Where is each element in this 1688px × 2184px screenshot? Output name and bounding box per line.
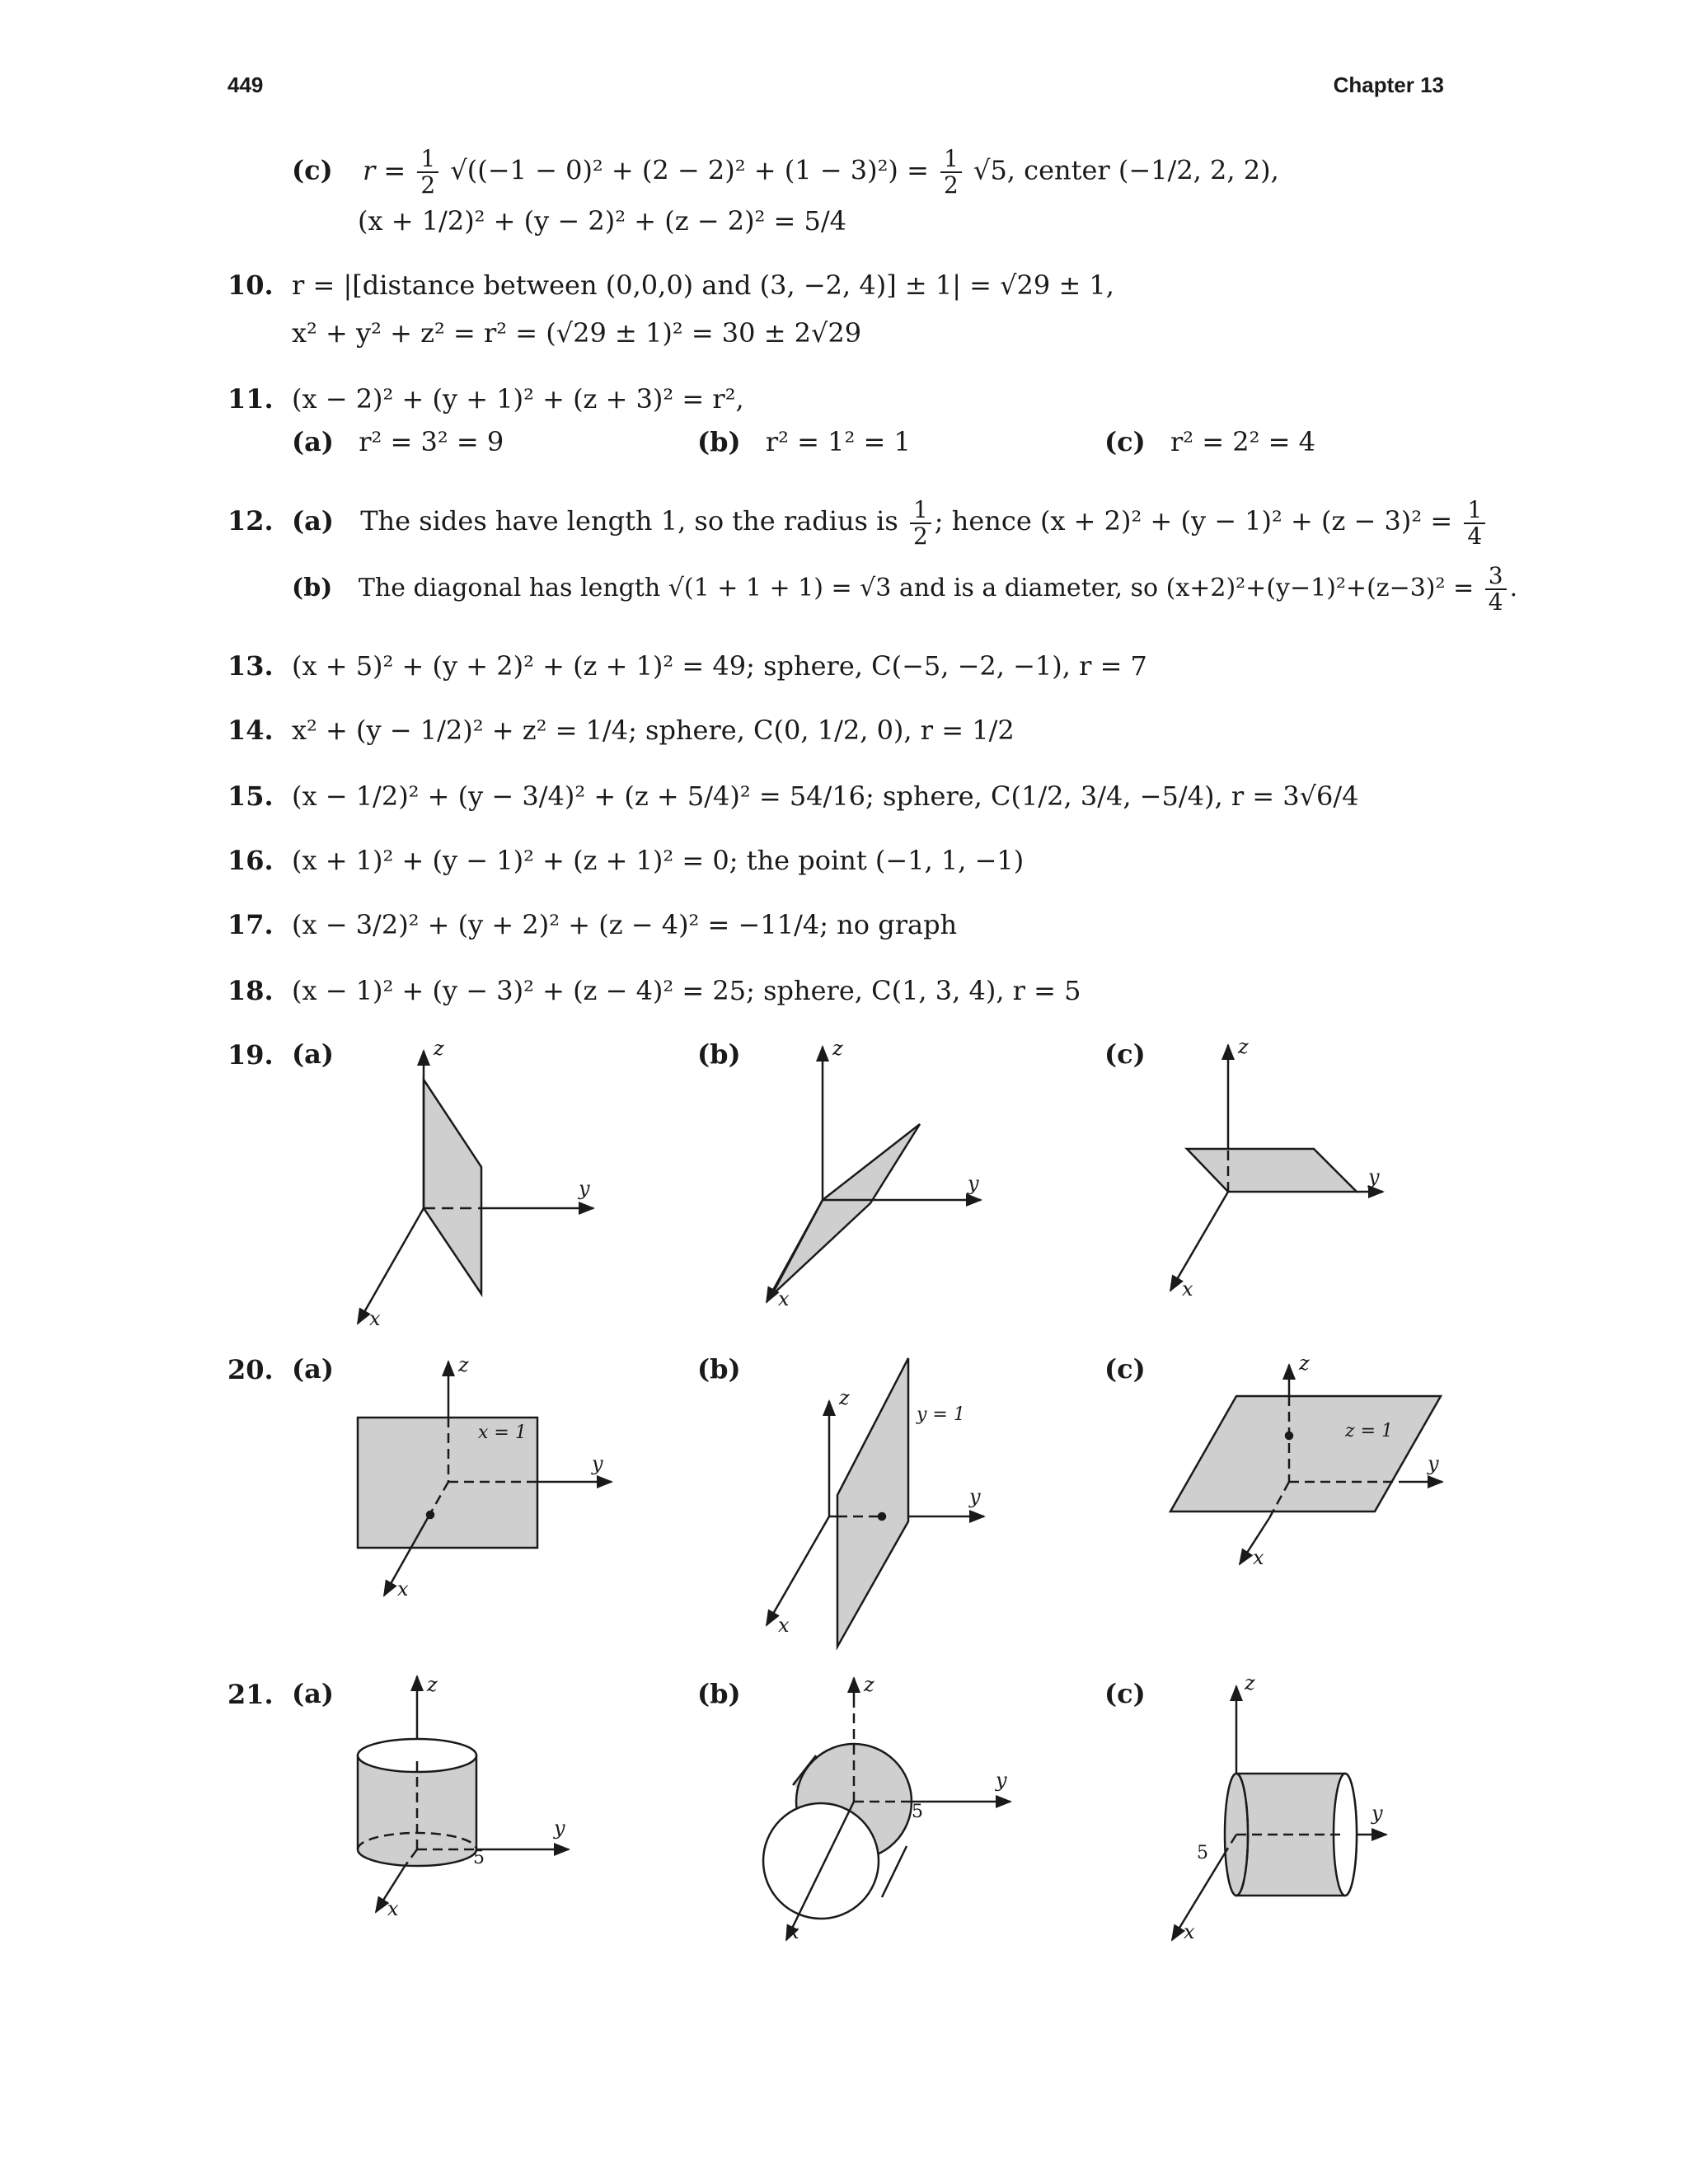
axis-label-x: x bbox=[778, 1614, 790, 1637]
part-label: (c) bbox=[1104, 1678, 1146, 1709]
plane-equation: y = 1 bbox=[917, 1404, 965, 1425]
problem-number: 19. bbox=[227, 1039, 274, 1071]
plane-equation: z = 1 bbox=[1345, 1421, 1394, 1441]
axis-label-z: z bbox=[1238, 1035, 1249, 1058]
part-label: (a) bbox=[292, 1038, 335, 1070]
problem-10-line1: r = |[distance between (0,0,0) and (3, −2, 4)] ± 1| = √29 ± 1, bbox=[292, 269, 1114, 301]
axis-label-z: z bbox=[832, 1037, 843, 1060]
figure-20a bbox=[358, 1361, 612, 1596]
axis-label-z: z bbox=[1299, 1352, 1310, 1375]
figure-20c bbox=[1170, 1365, 1442, 1564]
problem-14: x² + (y − 1/2)² + z² = 1/4; sphere, C(0, 1/2, 0), r = 1/2 bbox=[292, 715, 1015, 746]
figure-19a bbox=[358, 1051, 593, 1324]
problem-number: 10. bbox=[227, 269, 274, 301]
axis-label-y: y bbox=[1428, 1452, 1439, 1475]
part-label: (c) bbox=[1104, 1038, 1146, 1070]
problem-16: (x + 1)² + (y − 1)² + (z + 1)² = 0; the point (−1, 1, −1) bbox=[292, 845, 1025, 876]
problem-number: 16. bbox=[227, 845, 274, 876]
axis-label-y: y bbox=[1372, 1802, 1383, 1825]
problem-11b: (b) r² = 1² = 1 bbox=[697, 426, 911, 457]
chapter-title: Chapter 13 bbox=[1333, 73, 1444, 97]
figure-20b bbox=[767, 1358, 984, 1647]
problem-11a: (a) r² = 3² = 9 bbox=[292, 426, 504, 457]
axis-label-z: z bbox=[1245, 1671, 1255, 1694]
fraction: $\frac{1}{2}$ bbox=[940, 147, 962, 198]
problem-number: 13. bbox=[227, 650, 274, 682]
part-label: (b) bbox=[697, 1353, 741, 1385]
axis-label-z: z bbox=[864, 1673, 874, 1696]
problem-18: (x − 1)² + (y − 3)² + (z − 4)² = 25; sphere, C(1, 3, 4), r = 5 bbox=[292, 975, 1081, 1006]
problem-number: 11. bbox=[227, 383, 274, 415]
x-axis bbox=[1170, 1192, 1228, 1291]
axis-label-x: x bbox=[387, 1897, 399, 1920]
problem-number: 18. bbox=[227, 975, 274, 1006]
x-axis bbox=[1172, 1856, 1223, 1940]
problem-number: 17. bbox=[227, 909, 274, 940]
axis-label-x: x bbox=[369, 1307, 381, 1330]
axis-label-y: y bbox=[592, 1452, 603, 1475]
problem-12b: (b) The diagonal has length √(1 + 1 + 1) = √3 and is a diameter, so (x+2)²+(y−1)²+(z−3)² = $\frac{3}{4}$ . bbox=[292, 562, 1518, 616]
axis-label-z: z bbox=[427, 1673, 438, 1696]
figure-21b bbox=[763, 1678, 1010, 1940]
axis-label-z: z bbox=[458, 1353, 469, 1376]
part-label: (b) bbox=[697, 1678, 741, 1709]
problem-9c-line1: (c) r = $\frac{1}{2}$ √((−1 − 0)² + (2 − 2)² + (1 − 3)²) = $\frac{1}{2}$ √5, center (−1/2, 2, 2), bbox=[292, 145, 1279, 199]
figure-21a bbox=[358, 1676, 569, 1912]
figure-21c bbox=[1172, 1686, 1386, 1940]
problem-10-line2: x² + y² + z² = r² = (√29 ± 1)² = 30 ± 2√29 bbox=[292, 317, 862, 349]
problem-number: 20. bbox=[227, 1354, 274, 1385]
axis-label-z: z bbox=[839, 1386, 850, 1409]
figure-19c bbox=[1170, 1045, 1383, 1291]
plane-equation: x = 1 bbox=[478, 1422, 527, 1443]
point-dot bbox=[879, 1513, 885, 1520]
problem-number: 12. bbox=[227, 505, 274, 537]
axis-label-x: x bbox=[1182, 1277, 1193, 1301]
axis-label-y: y bbox=[554, 1816, 565, 1840]
part-label: (b) bbox=[697, 1038, 741, 1070]
axis-label-y: y bbox=[968, 1172, 979, 1195]
plane-shape bbox=[424, 1080, 481, 1294]
figure-19b bbox=[767, 1047, 981, 1302]
radius-label: 5 bbox=[473, 1848, 485, 1868]
axis-label-x: x bbox=[1253, 1546, 1264, 1569]
problem-number: 14. bbox=[227, 715, 274, 746]
problem-number: 21. bbox=[227, 1679, 274, 1710]
problem-17: (x − 3/2)² + (y + 2)² + (z − 4)² = −11/4; no graph bbox=[292, 909, 958, 940]
part-label: (c) bbox=[1104, 1353, 1146, 1385]
page-number: 449 bbox=[227, 73, 264, 97]
front-circle bbox=[763, 1803, 879, 1919]
problem-11c: (c) r² = 2² = 4 bbox=[1104, 426, 1315, 457]
axis-label-x: x bbox=[1184, 1920, 1195, 1943]
axis-label-y: y bbox=[969, 1485, 981, 1508]
problem-11-line1: (x − 2)² + (y + 1)² + (z + 3)² = r², bbox=[292, 383, 744, 415]
radius-label: 5 bbox=[1197, 1843, 1208, 1863]
part-label: (a) bbox=[292, 1678, 335, 1709]
problem-15: (x − 1/2)² + (y − 3/4)² + (z + 5/4)² = 54/16; sphere, C(1/2, 3/4, −5/4), r = 3√6/4 bbox=[292, 780, 1359, 812]
part-label: (c) bbox=[292, 154, 333, 186]
axis-label-x: x bbox=[788, 1920, 799, 1943]
problem-number: 15. bbox=[227, 780, 274, 812]
axis-label-y: y bbox=[1368, 1165, 1380, 1188]
problem-12a: (a) The sides have length 1, so the radius is $\frac{1}{2}$ ; hence (x + 2)² + (y − 1)² + (z − 3)² = $\frac{1}{4}$ bbox=[292, 491, 1489, 551]
axis-label-y: y bbox=[579, 1177, 590, 1200]
fraction: $\frac{1}{2}$ bbox=[417, 147, 438, 198]
point-dot bbox=[1286, 1432, 1292, 1439]
plane-shape bbox=[1170, 1396, 1441, 1511]
axis-label-x: x bbox=[397, 1577, 409, 1601]
plane-shape bbox=[1187, 1149, 1357, 1192]
problem-13: (x + 5)² + (y + 2)² + (z + 1)² = 49; sphere, C(−5, −2, −1), r = 7 bbox=[292, 650, 1147, 682]
point-dot bbox=[427, 1511, 434, 1518]
x-axis bbox=[767, 1516, 829, 1625]
plane-shape bbox=[771, 1124, 920, 1296]
axis-label-z: z bbox=[434, 1037, 444, 1060]
axis-label-x: x bbox=[778, 1287, 790, 1310]
radius-label: 5 bbox=[912, 1802, 923, 1822]
problem-9c-line2: (x + 1/2)² + (y − 2)² + (z − 2)² = 5/4 bbox=[358, 205, 847, 237]
part-label: (a) bbox=[292, 1353, 335, 1385]
axis-label-y: y bbox=[996, 1769, 1007, 1792]
x-axis bbox=[358, 1208, 424, 1324]
